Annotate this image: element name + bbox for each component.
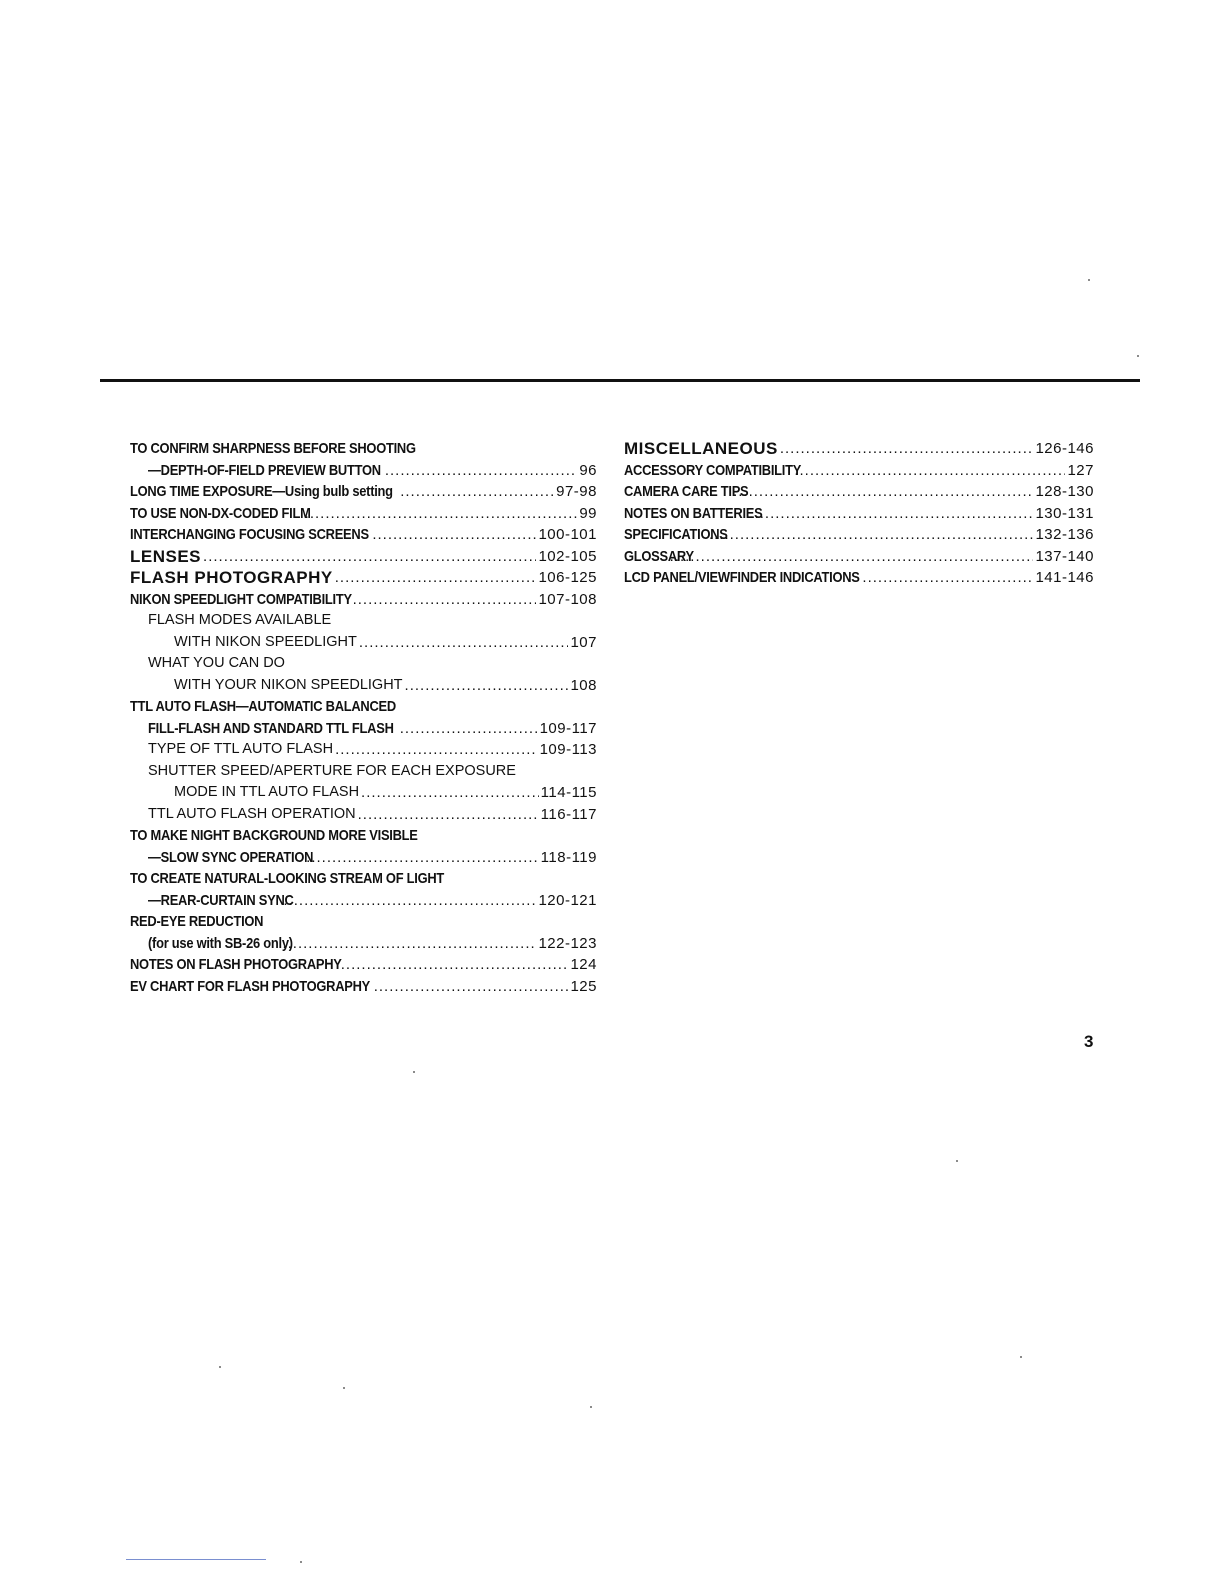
toc-entry-title: SPECIFICATIONS <box>624 526 728 543</box>
dot-leader <box>405 675 569 697</box>
toc-entry-title: EV CHART FOR FLASH PHOTOGRAPHY <box>130 977 371 995</box>
toc-entry <box>624 460 1094 482</box>
toc-entry-title: TTL AUTO FLASH OPERATION <box>148 805 356 822</box>
toc-entry-page: 97-98 <box>556 483 597 500</box>
toc-entry-title: FLASH PHOTOGRAPHY <box>130 568 333 587</box>
toc-entry <box>130 503 597 525</box>
scan-artifact-line <box>126 1559 266 1560</box>
toc-entry-title: INTERCHANGING FOCUSING SCREENS <box>130 526 369 543</box>
toc-entry <box>130 847 597 869</box>
toc-entry-page: 125 <box>570 977 597 995</box>
dot-leader <box>400 481 554 503</box>
toc-entry-title: (for use with SB-26 only) <box>148 934 293 952</box>
toc-entry <box>130 976 597 998</box>
toc-entry <box>130 438 597 460</box>
toc-entry-page: 118-119 <box>540 848 597 866</box>
scan-speck <box>956 1160 958 1162</box>
toc-entry <box>130 610 597 632</box>
dot-leader <box>283 890 536 912</box>
toc-entry-title: TYPE OF TTL AUTO FLASH <box>148 741 334 757</box>
toc-entry-title: —REAR-CURTAIN SYNC <box>148 891 294 909</box>
toc-entry-page: 96 <box>579 461 597 479</box>
toc-entry-page: 124 <box>570 956 597 973</box>
toc-entry <box>624 481 1094 503</box>
toc-entry <box>130 761 597 783</box>
toc-right-column <box>624 438 1094 589</box>
toc-entry-title: WITH YOUR NIKON SPEEDLIGHT <box>174 676 403 693</box>
toc-entry-title: MISCELLANEOUS <box>624 439 778 458</box>
dot-leader <box>372 524 536 546</box>
toc-entry-page: 106-125 <box>538 569 597 586</box>
toc-entry <box>130 825 597 847</box>
dot-leader <box>709 524 1033 546</box>
dot-leader <box>780 438 1034 460</box>
toc-entry-title: NOTES ON FLASH PHOTOGRAPHY <box>130 956 342 973</box>
dot-leader <box>335 739 538 761</box>
toc-entry <box>130 546 597 568</box>
dot-leader <box>733 481 1033 503</box>
dot-leader <box>341 954 569 976</box>
toc-entry-page: 99 <box>579 504 597 522</box>
toc-entry-title: LONG TIME EXPOSURE—Using bulb setting <box>130 483 393 500</box>
toc-entry-page: 107-108 <box>538 590 597 608</box>
dot-leader <box>862 567 1033 589</box>
dot-leader <box>385 460 577 482</box>
toc-entry-title: ACCESSORY COMPATIBILITY <box>624 461 802 479</box>
toc-entry-page: 109-117 <box>539 719 597 737</box>
toc-entry-page: 120-121 <box>538 891 597 909</box>
toc-entry <box>624 438 1094 460</box>
toc-entry <box>624 503 1094 525</box>
toc-entry-page: 100-101 <box>538 526 597 543</box>
toc-entry-title: MODE IN TTL AUTO FLASH <box>174 784 360 800</box>
toc-entry-page: 127 <box>1067 461 1094 479</box>
toc-entry-page: 141-146 <box>1035 569 1094 586</box>
header-rule <box>100 379 1140 382</box>
toc-entry <box>624 567 1094 589</box>
toc-entry <box>130 589 597 611</box>
toc-entry-page: 132-136 <box>1035 526 1094 543</box>
toc-entry-title: TO CREATE NATURAL-LOOKING STREAM OF LIGHT <box>130 870 445 887</box>
toc-entry <box>130 524 597 546</box>
scan-speck <box>1137 355 1139 357</box>
dot-leader <box>361 782 539 804</box>
toc-entry-page: 122-123 <box>538 934 597 952</box>
toc-entry-title: CAMERA CARE TIPS <box>624 483 749 500</box>
toc-entry <box>130 481 597 503</box>
toc-entry-title: TO CONFIRM SHARPNESS BEFORE SHOOTING <box>130 440 416 457</box>
dot-leader <box>282 933 536 955</box>
toc-entry <box>130 653 597 675</box>
toc-entry <box>130 675 597 697</box>
scan-speck <box>413 1071 415 1073</box>
toc-entry-title: TTL AUTO FLASH—AUTOMATIC BALANCED <box>130 698 396 715</box>
toc-entry-page: 128-130 <box>1035 483 1094 500</box>
dot-leader <box>400 718 538 740</box>
dot-leader <box>374 976 569 998</box>
toc-entry <box>130 460 597 482</box>
toc-entry-title: SHUTTER SPEED/APERTURE FOR EACH EXPOSURE <box>148 762 516 779</box>
toc-entry <box>130 890 597 912</box>
toc-entry-title: WITH NIKON SPEEDLIGHT <box>174 633 357 650</box>
toc-entry-page: 109-113 <box>539 741 597 758</box>
toc-entry-page: 130-131 <box>1035 504 1094 522</box>
dot-leader <box>670 546 1034 568</box>
toc-entry <box>624 524 1094 546</box>
toc-entry <box>130 804 597 826</box>
toc-entry-title: NOTES ON BATTERIES <box>624 504 763 522</box>
toc-entry <box>130 782 597 804</box>
toc-entry <box>130 933 597 955</box>
scan-speck <box>300 1561 302 1563</box>
dot-leader <box>358 804 539 826</box>
toc-entry-title: —DEPTH-OF-FIELD PREVIEW BUTTON <box>148 461 381 479</box>
dot-leader <box>306 847 539 869</box>
dot-leader <box>305 503 578 525</box>
toc-entry <box>130 632 597 654</box>
toc-entry-title: FLASH MODES AVAILABLE <box>148 612 332 628</box>
toc-entry-page: 126-146 <box>1035 440 1094 457</box>
toc-entry-title: TO USE NON-DX-CODED FILM <box>130 504 311 522</box>
toc-entry-page: 137-140 <box>1035 547 1094 565</box>
toc-entry <box>130 868 597 890</box>
toc-entry-page: 102-105 <box>538 547 597 565</box>
scan-speck <box>343 1387 345 1389</box>
toc-entry-page: 108 <box>570 676 597 694</box>
dot-leader <box>203 546 536 568</box>
toc-entry-title: FILL-FLASH AND STANDARD TTL FLASH <box>148 719 394 737</box>
dot-leader <box>359 632 569 654</box>
toc-entry-title: TO MAKE NIGHT BACKGROUND MORE VISIBLE <box>130 827 418 844</box>
toc-entry <box>130 567 597 589</box>
page-number: 3 <box>1084 1032 1094 1051</box>
toc-entry-page: 116-117 <box>540 805 597 823</box>
toc-entry-title: WHAT YOU CAN DO <box>148 655 285 671</box>
toc-entry-title: LCD PANEL/VIEWFINDER INDICATIONS <box>624 569 860 586</box>
scan-speck <box>590 1406 592 1408</box>
toc-entry-title: RED-EYE REDUCTION <box>130 913 264 930</box>
toc-left-column <box>130 438 597 997</box>
toc-entry-title: —SLOW SYNC OPERATION <box>148 848 314 866</box>
dot-leader <box>335 567 537 589</box>
scan-speck <box>1020 1356 1022 1358</box>
toc-entry-title: GLOSSARY <box>624 547 694 565</box>
toc-entry-title: NIKON SPEEDLIGHT COMPATIBILITY <box>130 590 352 608</box>
scan-speck <box>1088 279 1090 281</box>
toc-entry <box>130 739 597 761</box>
toc-entry <box>624 546 1094 568</box>
toc-entry-title: LENSES <box>130 546 202 566</box>
dot-leader <box>749 503 1033 525</box>
toc-entry <box>130 718 597 740</box>
toc-entry-page: 114-115 <box>540 784 597 801</box>
toc-entry <box>130 954 597 976</box>
scan-speck <box>219 1366 221 1368</box>
dot-leader <box>794 460 1065 482</box>
toc-entry-page: 107 <box>570 633 597 651</box>
toc-entry <box>130 696 597 718</box>
dot-leader <box>353 589 537 611</box>
toc-entry <box>130 911 597 933</box>
